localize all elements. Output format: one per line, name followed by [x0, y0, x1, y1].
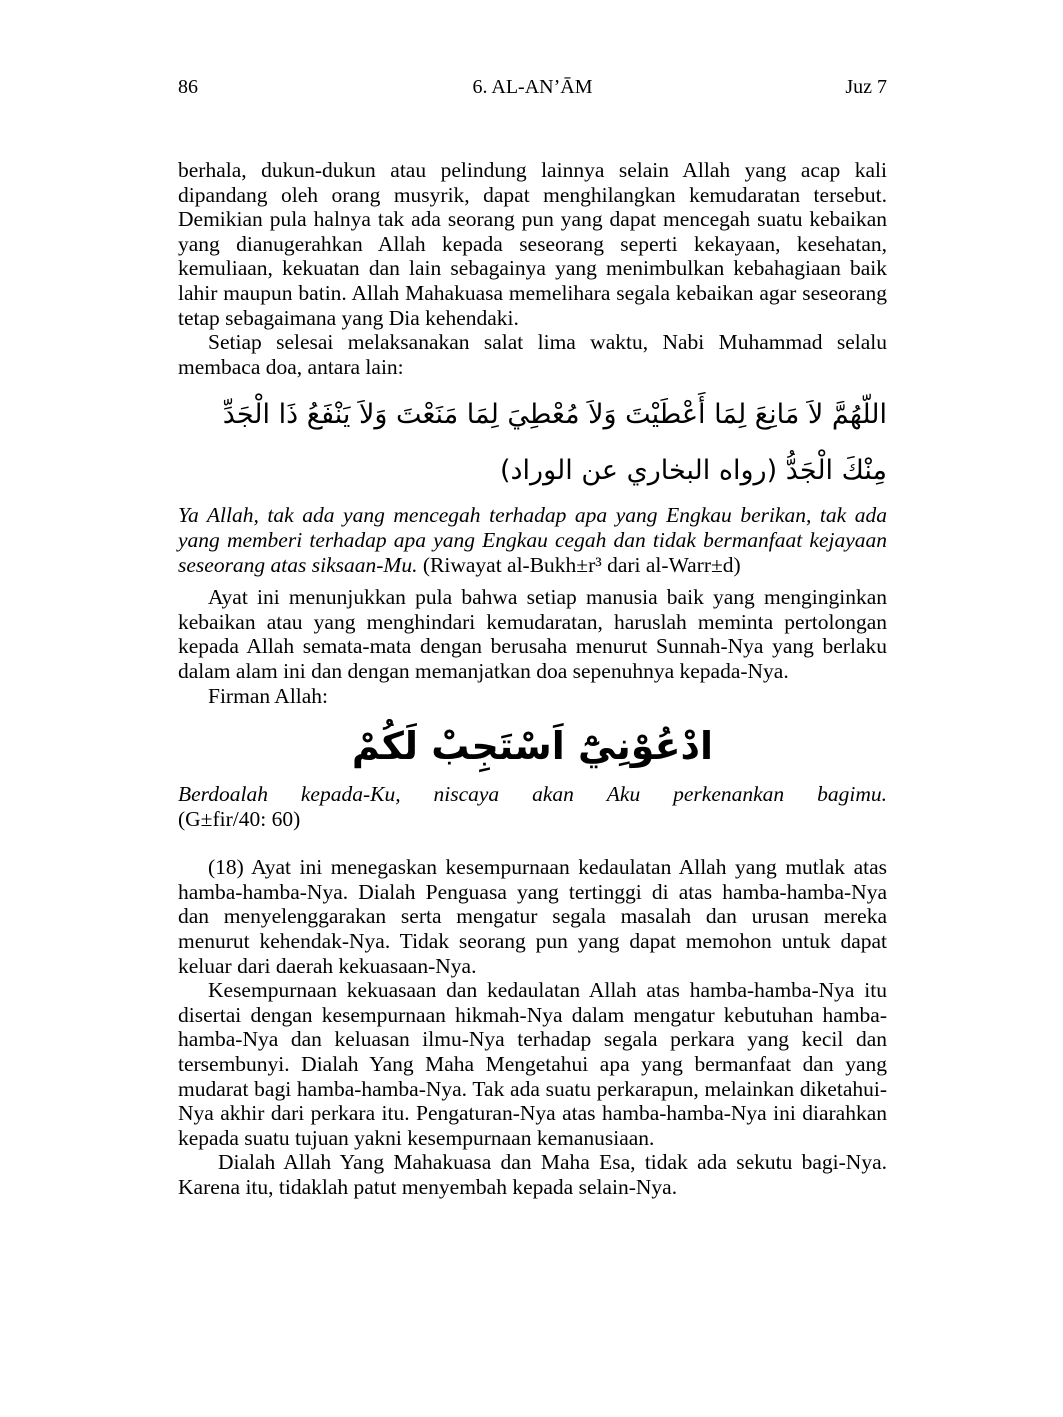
page-header	[178, 76, 887, 104]
verse-word: Berdoalah	[178, 782, 268, 807]
page-body	[178, 158, 887, 1200]
verse-translation	[178, 782, 887, 807]
verse-word: kepada-Ku,	[300, 782, 401, 807]
juz-label: Juz 7	[845, 76, 887, 98]
verse-word: bagimu.	[817, 782, 887, 807]
arabic-verse: ادْعُوْنِيْٓ اَسْتَجِبْ لَكُمْ	[351, 724, 714, 769]
arabic-doa: اللّهُمَّ لاَ مَانِعَ لِمَا أَعْطَيْتَ وَلاَ مُعْطِيَ لِمَا مَنَعْتَ وَلاَ يَنْفَعُ ذَا الْجَدِّ مِنْكَ الْجَدُّ (رواه البخاري عن الوراد)	[222, 399, 887, 487]
verse-word: perkenankan	[673, 782, 785, 807]
paragraph-6: Kesempurnaan kekuasaan dan kedaulatan Allah atas hamba-hamba-Nya itu disertai dengan kesempurnaan hikmah-Nya dalam mengatur kebutuhan hamba-hamba-Nya dan keluasan ilmu-Nya terhadap segala perkara yang kecil dan tersembunyi. Dialah Yang Maha Mengetahui apa yang bermanfaat dan yang mudarat bagi hamba-hamba-Nya. Tak ada suatu perkarapun, melainkan diketahui-Nya akhir dari perkara itu. Pengaturan-Nya atas hamba-hamba-Nya ini diarahkan kepada suatu tujuan yakni kesempurnaan kemanusiaan.	[178, 978, 887, 1150]
doa-translation	[178, 503, 887, 577]
paragraph-2: Setiap selesai melaksanakan salat lima waktu, Nabi Muhammad selalu membaca doa, antara lain:	[178, 330, 887, 379]
verse-word: akan	[532, 782, 574, 807]
chapter-title: 6. AL-AN’ĀM	[472, 76, 593, 98]
page-number: 86	[178, 76, 198, 98]
paragraph-5: (18) Ayat ini menegaskan kesempurnaan kedaulatan Allah yang mutlak atas hamba-hamba-Nya. Dialah Penguasa yang tertinggi di atas hamba-hamba-Nya dan menyelenggarakan serta mengatur segala masalah dan urusan mereka menurut kehendak-Nya. Tidak seorang pun yang dapat memohon untuk dapat keluar dari daerah kekuasaan-Nya.	[178, 855, 887, 978]
verse-word: Aku	[606, 782, 641, 807]
paragraph-3: Ayat ini menunjukkan pula bahwa setiap manusia baik yang menginginkan kebaikan atau yang menghindari kemudaratan, haruslah meminta pertolongan kepada Allah semata-mata dengan berusaha menurut Sunnah-Nya yang berlaku dalam alam ini dan dengan memanjatkan doa sepenuhnya kepada-Nya.	[178, 585, 887, 683]
paragraph-4: Firman Allah:	[208, 683, 329, 708]
doa-translation-text: Ya Allah, tak ada yang mencegah terhadap apa yang Engkau berikan, tak ada yang memberi terhadap apa yang Engkau cegah dan tidak bermanfaat kejayaan seseorang atas siksaan-Mu.	[178, 503, 887, 577]
paragraph-1: berhala, dukun-dukun atau pelindung lainnya selain Allah yang acap kali dipandang oleh orang musyrik, dapat menghilangkan kemudaratan tersebut. Demikian pula halnya tak ada seorang pun yang dapat mencegah suatu kebaikan yang dianugerahkan Allah kepada seseorang seperti kekayaan, kesehatan, kemuliaan, kekuatan dan lain sebagainya yang menimbulkan kebahagiaan baik lahir maupun batin. Allah Mahakuasa memelihara segala kebaikan agar seseorang tetap sebagaimana yang Dia kehendaki.	[178, 158, 887, 330]
verse-word: niscaya	[433, 782, 500, 807]
paragraph-7: Dialah Allah Yang Mahakuasa dan Maha Esa, tidak ada sekutu bagi-Nya. Karena itu, tidaklah patut menyembah kepada selain-Nya.	[178, 1150, 887, 1199]
doa-translation-source: (Riwayat al-Bukh±r³ dari al-Warr±d)	[422, 552, 741, 577]
verse-source: (G±fir/40: 60)	[178, 806, 301, 831]
